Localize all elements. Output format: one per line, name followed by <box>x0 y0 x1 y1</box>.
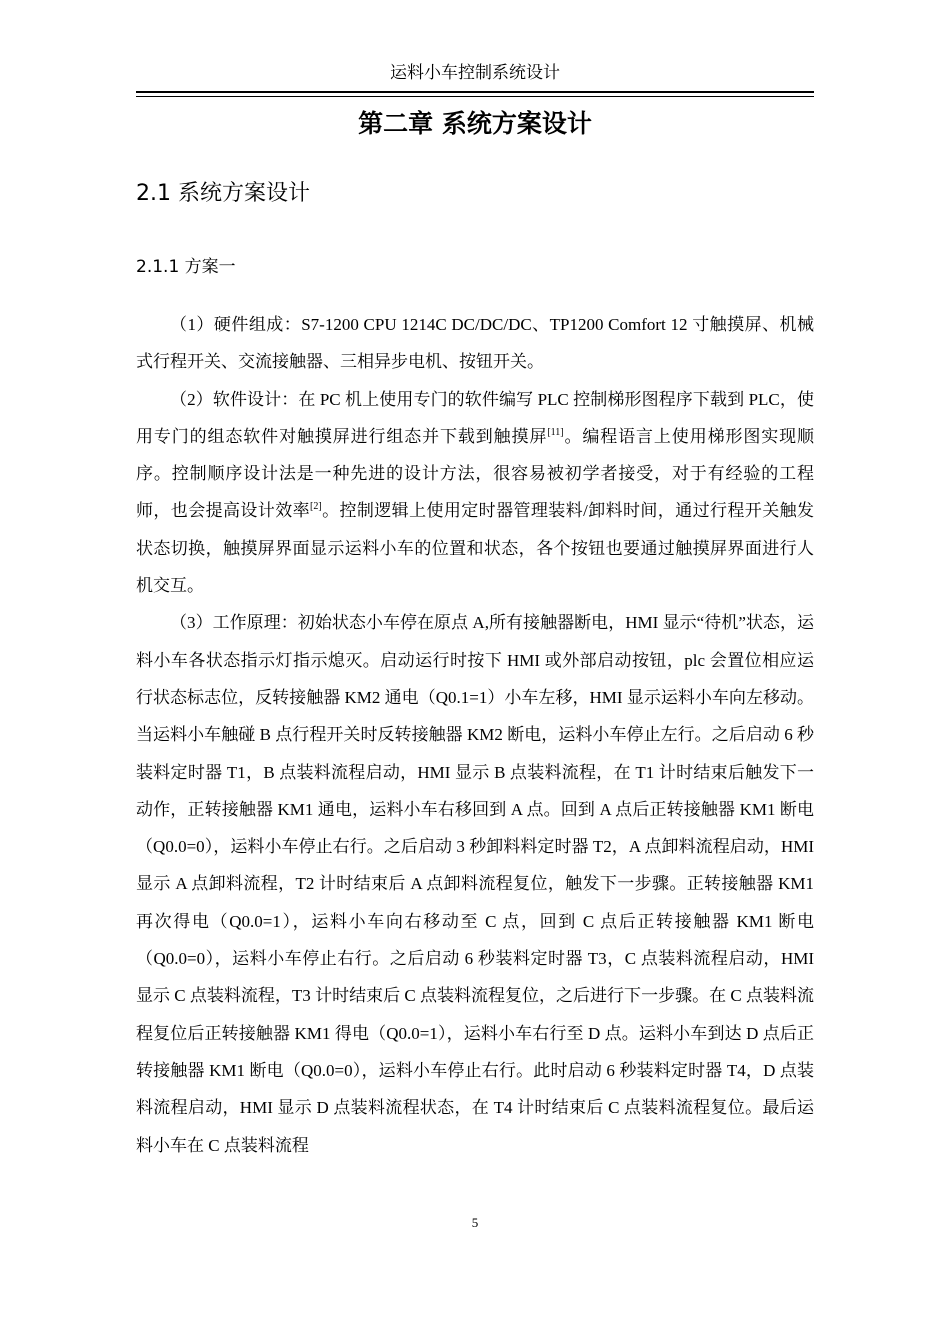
running-header: 运料小车控制系统设计 <box>390 63 560 82</box>
section-heading: 2.1 系统方案设计 <box>136 181 310 206</box>
page-number: 5 <box>471 1215 479 1230</box>
citation-ref: [2] <box>310 501 322 513</box>
chapter-title: 第二章 系统方案设计 <box>358 109 592 138</box>
header-rule-thin <box>136 96 814 97</box>
body-text <box>136 306 814 1164</box>
paragraph-hardware: （1）硬件组成：S7-1200 CPU 1214C DC/DC/DC、TP1200 Comfort 12 寸触摸屏、机械式行程开关、交流接触器、三相异步电机、按钮开关。 <box>136 315 814 372</box>
header-rule-thick <box>136 91 814 93</box>
citation-ref: [11] <box>547 426 564 438</box>
paragraph-software-part3: 。控制逻辑上使用定时器管理装料/卸料时间，通过行程开关触发状态切换，触摸屏界面显示运料小车的位置和状态，各个按钮也要通过触摸屏界面进行人机交互。 <box>136 501 814 596</box>
paragraph-software-part2: 。编程语言上使用梯形图实现顺序。控制顺序设计法是一种先进的设计方法，很容易被初学者接受，对于有经验的工程师，也会提高设计效率 <box>136 426 814 521</box>
paragraph-principle: （3）工作原理：初始状态小车停在原点 A,所有接触器断电，HMI 显示“待机”状态，运料小车各状态指示灯指示熄灭。启动运行时按下 HMI 或外部启动按钮，plc 会置位相应运行状态标志位，反转接触器 KM2 通电（Q0.1=1）小车左移，HMI 显示运料小车向左移动。当运料小车触碰 B 点行程开关时反转接触器 KM2 断电，运料小车停止左行。之后启动 6 秒装料定时器 T1，B 点装料流程启动，HMI 显示 B 点装料流程，在 T1 计时结束后触发下一动作，正转接触器 KM1 通电，运料小车右移回到 A 点。回到 A 点后正转接触器 KM1 断电（Q0.0=0），运料小车停止右行。之后启动 3 秒卸料料定时器 T2，A 点卸料流程启动，HMI 显示 A 点卸料流程，T2 计时结束后 A 点卸料流程复位，触发下一步骤。正转接触器 KM1 再次得电（Q0.0=1），运料小车向右移动至 C 点，回到 C 点后正转接触器 KM1 断电（Q0.0=0），运料小车停止右行。之后启动 6 秒装料定时器 T3，C 点装料流程启动，HMI 显示 C 点装料流程，T3 计时结束后 C 点装料流程复位，之后进行下一步骤。在 C 点装料流程复位后正转接触器 KM1 得电（Q0.0=1），运料小车右行至 D 点。运料小车到达 D 点后正转接触器 KM1 断电（Q0.0=0），运料小车停止右行。此时启动 6 秒装料定时器 T4，D 点装料流程启动，HMI 显示 D 点装料流程状态，在 T4 计时结束后 C 点装料流程复位。最后运料小车在 C 点装料流程 <box>136 613 814 1155</box>
subsection-heading: 2.1.1 方案一 <box>136 257 236 277</box>
paragraph-software-part1: （2）软件设计：在 PC 机上使用专门的软件编写 PLC 控制梯形图程序下载到 PLC，使用专门的组态软件对触摸屏进行组态并下载到触摸屏 <box>136 389 814 446</box>
paragraph-software <box>136 381 814 605</box>
